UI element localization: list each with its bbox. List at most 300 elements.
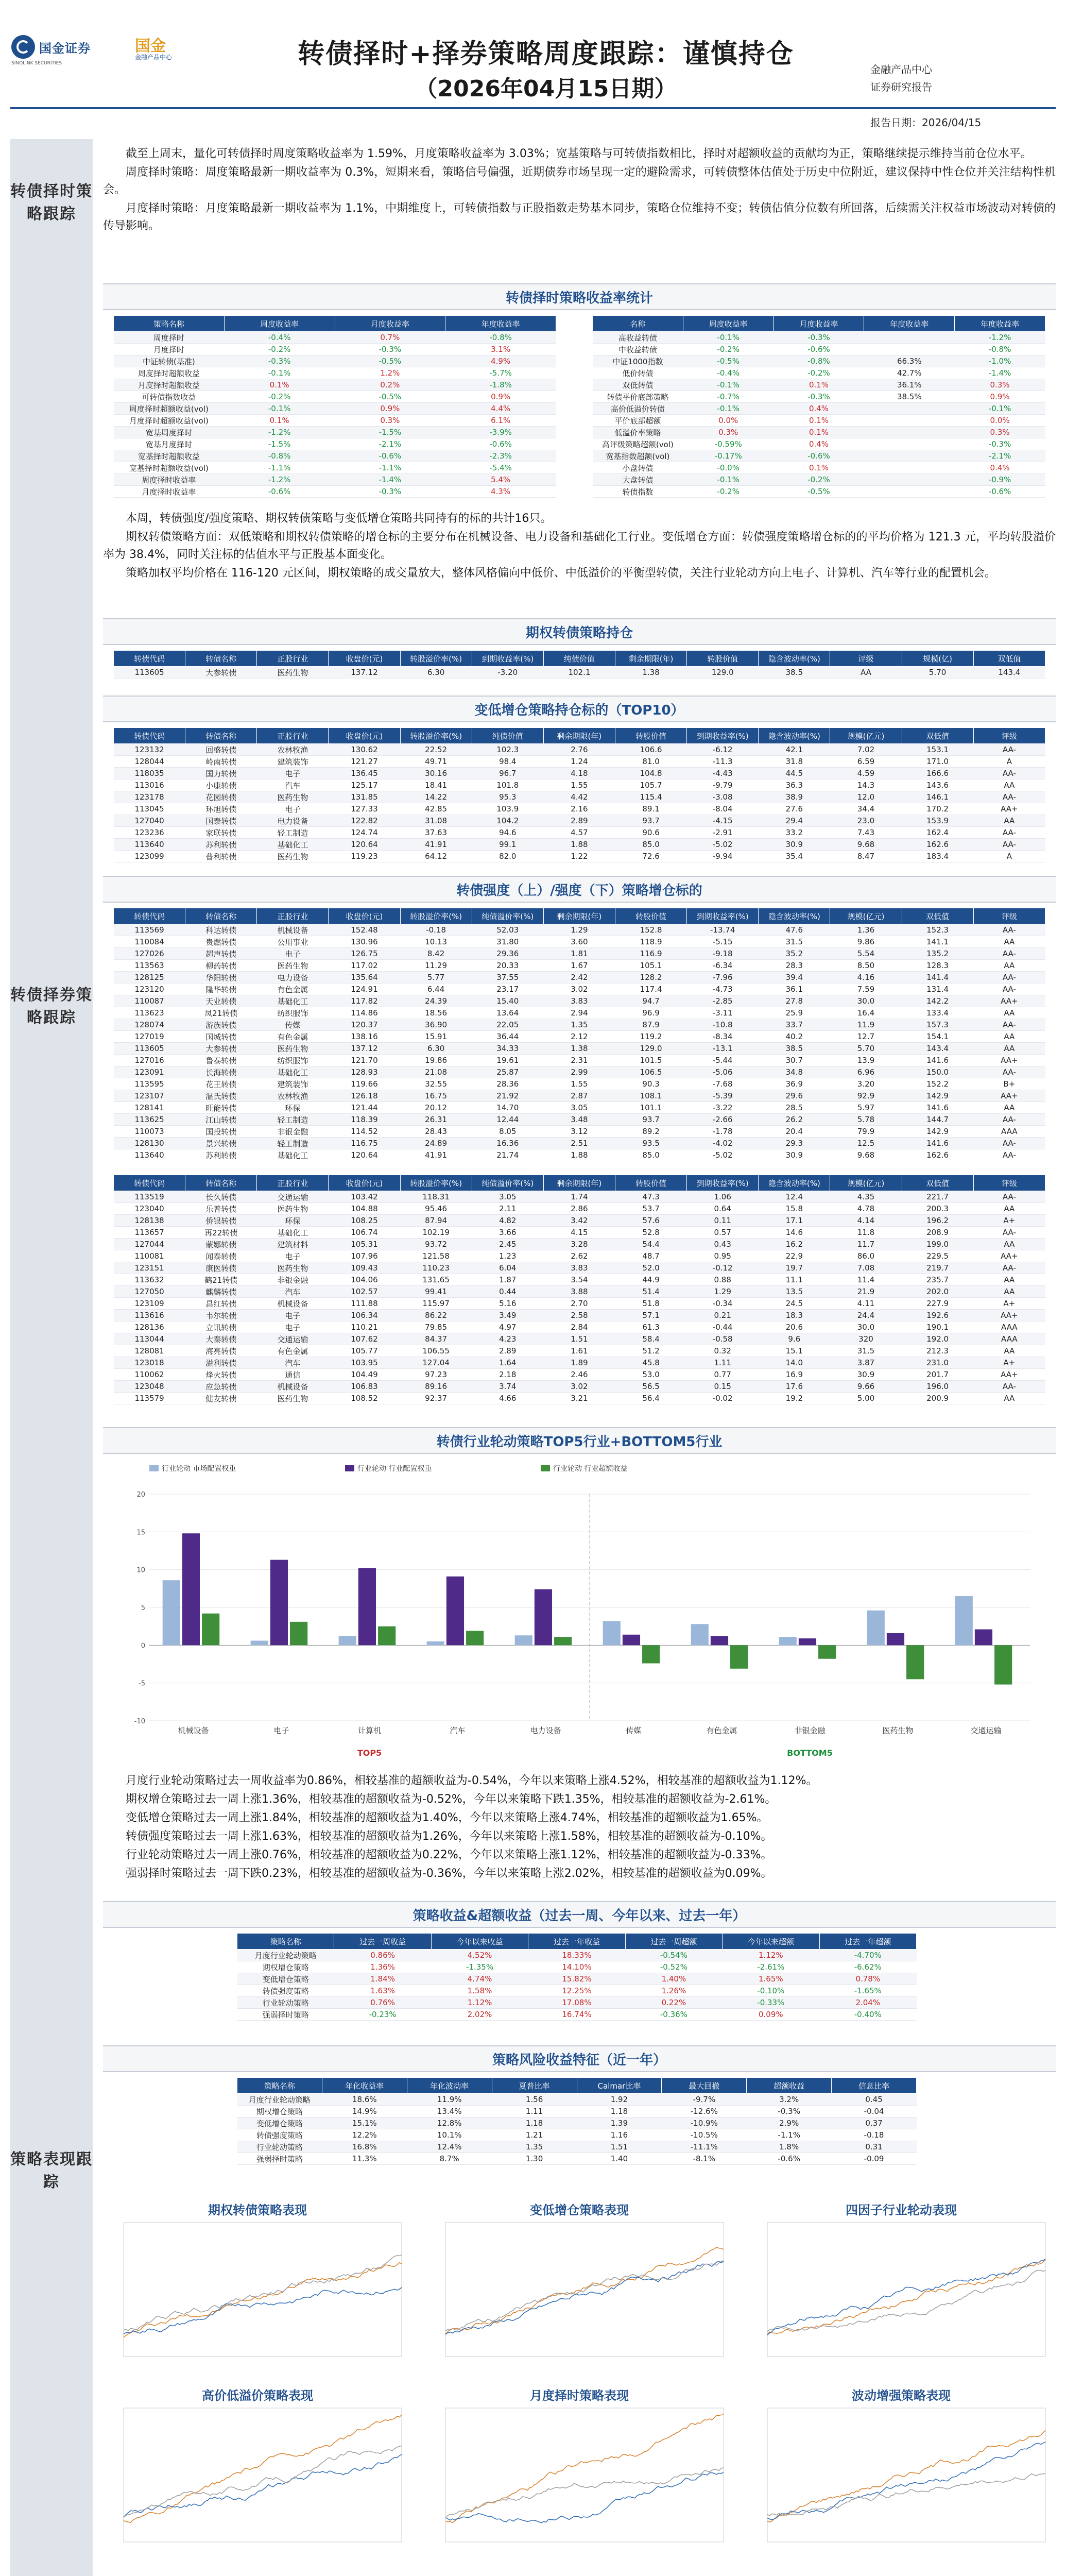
table-cell: 16.74% <box>528 2009 625 2021</box>
column-header: 正股行业 <box>257 651 329 667</box>
table-cell: 月度择时收益率 <box>114 486 225 498</box>
table-cell: 99.1 <box>472 839 543 851</box>
table-cell: 19.86 <box>400 1055 472 1066</box>
table-cell: 0.9% <box>955 391 1045 403</box>
table-cell: 123236 <box>114 827 185 839</box>
table-cell: 基础化工 <box>257 1066 329 1078</box>
plot-frame <box>124 2408 402 2542</box>
table-row <box>114 1007 1045 1019</box>
table-row <box>114 1191 1045 1203</box>
table-cell: 221.7 <box>902 1191 973 1203</box>
table-row <box>114 1274 1045 1286</box>
table-cell: -9.79 <box>687 779 759 791</box>
table-cell: 电子 <box>257 1310 329 1321</box>
table-row <box>114 1078 1045 1090</box>
table-cell: AA+ <box>973 1310 1045 1321</box>
table-cell: AA- <box>973 948 1045 960</box>
table-cell: 22.52 <box>400 744 472 756</box>
table-cell: 118.9 <box>615 936 686 948</box>
table-cell: -0.9% <box>955 474 1045 486</box>
table-cell: 51.2 <box>615 1345 686 1357</box>
report-subtitle: （2026年04月15日期） <box>415 76 677 102</box>
table-row <box>593 391 1045 403</box>
section-timing-stats-title: 转债择时策略收益率统计 <box>505 291 653 306</box>
table-cell: -0.1% <box>224 367 335 379</box>
report-title: 转债择时+择券策略周度跟踪：谨慎持仓 <box>298 39 794 70</box>
table-cell: 低价转债 <box>593 367 683 379</box>
table-row <box>593 367 1045 379</box>
intro-p2: 周度择时策略：周度策略最新一期收益率为 0.3%，短期来看，策略信号偏强，近期债券市场呈现一定的避险需求，可转债整体估值处于历史中位附近，建议保持中性仓位并关注结构性机会。 <box>103 166 1056 196</box>
table-cell: 117.82 <box>329 995 400 1007</box>
table-cell: 113579 <box>114 1393 185 1404</box>
table-cell: AA <box>973 815 1045 827</box>
table-cell: 1.36 <box>830 924 902 936</box>
table-cell: 127016 <box>114 1055 185 1066</box>
table-cell: 长久转债 <box>185 1191 257 1203</box>
table-cell: 128138 <box>114 1215 185 1227</box>
bar-mark <box>691 1624 709 1645</box>
table-cell: 128.2 <box>615 972 686 984</box>
table-cell: -0.8% <box>955 344 1045 355</box>
table-cell: 130.62 <box>329 744 400 756</box>
series-line <box>124 2415 402 2522</box>
table-cell: 基础化工 <box>257 839 329 851</box>
table-cell: 123120 <box>114 984 185 995</box>
table-cell: 2.58 <box>543 1310 615 1321</box>
table-cell: 建筑装饰 <box>257 1078 329 1090</box>
table-cell: 23.0 <box>830 815 902 827</box>
table-cell: 基础化工 <box>257 1227 329 1239</box>
table-cell: 49.71 <box>400 756 472 768</box>
table-cell: 2.18 <box>472 1369 543 1381</box>
table-cell: 建筑装饰 <box>257 756 329 768</box>
table-cell: AA <box>973 1239 1045 1250</box>
table-cell <box>864 438 955 450</box>
table-cell: 56.4 <box>615 1393 686 1404</box>
table-cell: 1.16 <box>577 2129 662 2141</box>
table-cell: 199.0 <box>902 1239 973 1250</box>
table-cell: 0.77 <box>687 1369 759 1381</box>
table-cell: 4.35 <box>830 1191 902 1203</box>
table-row <box>114 1114 1045 1126</box>
table-cell: -0.3% <box>773 332 864 344</box>
table-cell: 医药生物 <box>257 791 329 803</box>
table-cell: 6.96 <box>830 1066 902 1078</box>
y-tick-label: 15 <box>136 1529 145 1537</box>
table-cell: 31.8 <box>759 756 830 768</box>
table-cell: 17.1 <box>759 1215 830 1227</box>
table-cell: 87.9 <box>615 1019 686 1031</box>
table-cell: -6.62% <box>819 1961 916 1973</box>
table-row <box>114 1321 1045 1333</box>
column-header: 转债名称 <box>185 908 257 924</box>
table-cell: 农林牧渔 <box>257 1090 329 1102</box>
table-cell: -0.40% <box>819 2009 916 2021</box>
table-row <box>114 851 1045 862</box>
table-cell: 0.2% <box>335 379 445 391</box>
table-cell: 通信 <box>257 1369 329 1381</box>
table-cell: AA- <box>973 839 1045 851</box>
table-cell: -9.94 <box>687 851 759 862</box>
table-cell: 190.1 <box>902 1321 973 1333</box>
table-cell: 24.39 <box>400 995 472 1007</box>
table-cell: 106.6 <box>615 744 686 756</box>
table-cell: AA+ <box>973 1090 1045 1102</box>
table-cell: 127040 <box>114 815 185 827</box>
table-cell: 3.74 <box>472 1381 543 1393</box>
table-cell: 0.4% <box>773 438 864 450</box>
table-cell: -0.6% <box>773 450 864 462</box>
dept-line-2: 证券研究报告 <box>870 81 932 93</box>
qb-top10-table <box>113 727 1045 862</box>
section-qb-top10 <box>103 696 1056 722</box>
table-cell: 30.7 <box>759 1055 830 1066</box>
table-cell: -0.34 <box>687 1298 759 1310</box>
line-chart-svg <box>747 2405 1056 2560</box>
table-cell: 113563 <box>114 960 185 972</box>
table-row <box>593 344 1045 355</box>
table-cell: 29.6 <box>759 1090 830 1102</box>
table-cell: 16.2 <box>759 1239 830 1250</box>
table-cell: -1.1% <box>335 462 445 474</box>
table-cell: 8.42 <box>400 948 472 960</box>
table-row <box>114 667 1045 679</box>
table-cell: -5.4% <box>445 462 556 474</box>
table-cell: 0.0% <box>683 415 773 427</box>
table-cell: 15.91 <box>400 1031 472 1043</box>
bar-mark <box>446 1577 464 1645</box>
table-cell: 33.2 <box>759 827 830 839</box>
table-cell: 28.43 <box>400 1126 472 1138</box>
table-cell: 岭南转债 <box>185 756 257 768</box>
table-row <box>593 486 1045 498</box>
y-tick-label: 5 <box>141 1604 145 1612</box>
table-cell: 机械设备 <box>257 1298 329 1310</box>
table-cell: 大参转债 <box>185 667 257 679</box>
plot-frame <box>445 2408 724 2542</box>
series-line <box>445 2415 724 2523</box>
table-cell: B+ <box>973 1078 1045 1090</box>
perf-p5: 行业轮动策略过去一周上涨0.76%，相较基准的超额收益为0.22%，今年以来策略上涨1.12%，相较基准的超额收益为-0.33%。 <box>126 1849 772 1861</box>
table-cell: 1.30 <box>492 2153 577 2165</box>
column-header: 超额收益 <box>747 2078 832 2094</box>
table-cell: 周度择时收益率 <box>114 474 225 486</box>
column-header: 周度收益率 <box>683 316 773 332</box>
table-cell: 22.9 <box>759 1250 830 1262</box>
table-cell: -0.1% <box>224 403 335 415</box>
table-cell: 10.1% <box>407 2129 492 2141</box>
table-row <box>593 379 1045 391</box>
table-row <box>114 960 1045 972</box>
table-cell: -0.59% <box>683 438 773 450</box>
table-cell: 150.0 <box>902 1066 973 1078</box>
plot-frame <box>445 2223 724 2357</box>
table-cell: 85.0 <box>615 1149 686 1161</box>
table-cell: -5.7% <box>445 367 556 379</box>
table-cell: 162.6 <box>902 839 973 851</box>
table-cell: 6.59 <box>830 756 902 768</box>
table-cell: -1.4% <box>955 367 1045 379</box>
table-cell: 113657 <box>114 1227 185 1239</box>
table-header-row <box>593 316 1045 332</box>
table-cell: 30.16 <box>400 768 472 779</box>
table-cell: 92.37 <box>400 1393 472 1404</box>
table-cell: 29.36 <box>472 948 543 960</box>
table-cell: 4.11 <box>830 1298 902 1310</box>
table-cell: 0.31 <box>832 2141 917 2153</box>
line-chart-svg <box>425 2219 734 2374</box>
table-row <box>114 984 1045 995</box>
table-cell: 98.4 <box>472 756 543 768</box>
table-cell: -0.1% <box>683 403 773 415</box>
table-cell: -1.4% <box>335 474 445 486</box>
table-cell: 153.1 <box>902 744 973 756</box>
column-header: 转债代码 <box>114 908 185 924</box>
table-cell: 97.23 <box>400 1369 472 1381</box>
table-cell: AA+ <box>973 1055 1045 1066</box>
table-cell: 143.4 <box>902 1043 973 1055</box>
table-cell: 196.2 <box>902 1215 973 1227</box>
table-cell: -4.43 <box>687 768 759 779</box>
table-cell: 2.04% <box>819 1997 916 2009</box>
table-cell: 0.1% <box>773 415 864 427</box>
table-cell: 双低转债 <box>593 379 683 391</box>
table-cell: 21.08 <box>400 1066 472 1078</box>
table-cell: 5.70 <box>902 667 973 679</box>
table-cell: 117.4 <box>615 984 686 995</box>
performance-paragraph <box>103 1772 1056 1884</box>
table-cell: 127019 <box>114 1031 185 1043</box>
line-chart-panel <box>425 2385 734 2561</box>
table-cell: 105.1 <box>615 960 686 972</box>
table-row <box>114 791 1045 803</box>
table-cell: 72.6 <box>615 851 686 862</box>
table-cell: 医药生物 <box>257 1262 329 1274</box>
table-cell: -0.3% <box>955 438 1045 450</box>
table-cell: 闻泰转债 <box>185 1250 257 1262</box>
column-header: 过去一年超额 <box>819 1934 916 1950</box>
column-header: 剩余期限(年) <box>543 1175 615 1191</box>
table-cell: 152.8 <box>615 924 686 936</box>
table-cell: 0.95 <box>687 1250 759 1262</box>
table-cell: 2.86 <box>543 1203 615 1215</box>
table-cell: 17.6 <box>759 1381 830 1393</box>
table-cell: 小盘转债 <box>593 462 683 474</box>
table-cell: 30.9 <box>830 1369 902 1381</box>
table-cell: 12.0 <box>830 791 902 803</box>
y-tick-label: -10 <box>134 1718 145 1725</box>
table-cell: 35.2 <box>759 948 830 960</box>
bar-mark <box>251 1641 268 1646</box>
table-cell: 170.2 <box>902 803 973 815</box>
table-cell: -2.61% <box>723 1961 819 1973</box>
x-tick-label: 有色金属 <box>706 1726 737 1735</box>
table-row <box>114 1102 1045 1114</box>
table-cell: 小康转债 <box>185 779 257 791</box>
table-cell: 113623 <box>114 1007 185 1019</box>
column-header: 转债名称 <box>185 1175 257 1191</box>
table-cell: 11.9% <box>407 2094 492 2106</box>
table-cell: 166.6 <box>902 768 973 779</box>
table-cell: 11.7 <box>830 1239 902 1250</box>
table-cell: 3.1% <box>445 344 556 355</box>
table-cell: 92.9 <box>830 1090 902 1102</box>
table-cell: 麒麟转债 <box>185 1286 257 1298</box>
table-cell: 110087 <box>114 995 185 1007</box>
table-cell: 国力转债 <box>185 768 257 779</box>
table-cell: 凤21转债 <box>185 1007 257 1019</box>
table-cell: 124.91 <box>329 984 400 995</box>
x-tick-label: 非银金融 <box>794 1726 826 1735</box>
table-cell: 118.39 <box>329 1114 400 1126</box>
section-qb-top10-title: 变低增仓策略持仓标的（TOP10） <box>474 703 684 718</box>
table-cell: 4.9% <box>445 355 556 367</box>
table-row <box>114 355 556 367</box>
line-chart-panel <box>747 2385 1056 2561</box>
table-cell: 5.16 <box>472 1298 543 1310</box>
perf-p6: 强弱择时策略过去一周下跌0.23%，相较基准的超额收益为-0.36%，今年以来策略上涨2.02%，相较基准的超额收益为0.09%。 <box>126 1867 772 1880</box>
table-cell: 0.21 <box>687 1310 759 1321</box>
column-header: 今年以来收益 <box>431 1934 528 1950</box>
table-cell: 143.4 <box>973 667 1045 679</box>
table-cell: 9.68 <box>830 839 902 851</box>
table-cell: 5.70 <box>830 1043 902 1055</box>
table-cell: 128.3 <box>902 960 973 972</box>
bar-mark <box>535 1589 552 1646</box>
table-cell: -0.5% <box>335 355 445 367</box>
table-cell: 126.75 <box>329 948 400 960</box>
table-cell: 轻工制造 <box>257 1114 329 1126</box>
table-cell: -5.44 <box>687 1055 759 1066</box>
table-cell: -3.11 <box>687 1007 759 1019</box>
table-cell: AA- <box>973 1066 1045 1078</box>
table-cell <box>864 415 955 427</box>
table-cell: 1.2% <box>335 367 445 379</box>
bar-mark <box>955 1596 973 1645</box>
column-header: 双低值 <box>902 1175 973 1191</box>
bar-mark <box>515 1635 532 1645</box>
table-cell: 0.3% <box>683 427 773 438</box>
line-chart-panel <box>747 2200 1056 2375</box>
table-cell: 121.58 <box>400 1250 472 1262</box>
table-cell: 1.36% <box>334 1961 431 1973</box>
industry-chart <box>113 1458 1045 1767</box>
ranking-bottom-table <box>113 1175 1045 1404</box>
table-cell: 5.4% <box>445 474 556 486</box>
table-row <box>593 427 1045 438</box>
table-cell: 16.8% <box>322 2141 407 2153</box>
table-cell: 0.37 <box>832 2117 917 2129</box>
table-cell: 1.39 <box>577 2117 662 2129</box>
table-cell: 9.86 <box>830 936 902 948</box>
table-cell: 128130 <box>114 1138 185 1149</box>
table-cell: 114.52 <box>329 1126 400 1138</box>
table-cell: 1.35 <box>492 2141 577 2153</box>
table-cell: 1.87 <box>472 1274 543 1286</box>
table-cell: -0.6% <box>224 486 335 498</box>
table-cell: -0.2% <box>683 344 773 355</box>
table-cell: 2.89 <box>543 815 615 827</box>
table-cell: 113595 <box>114 1078 185 1090</box>
table-cell: 108.52 <box>329 1393 400 1404</box>
table-cell: 229.5 <box>902 1250 973 1262</box>
table-cell: 33.7 <box>759 1019 830 1031</box>
table-cell: -10.5% <box>662 2129 747 2141</box>
table-cell: 96.7 <box>472 768 543 779</box>
table-cell: 128141 <box>114 1102 185 1114</box>
table-cell: 0.09% <box>723 2009 819 2021</box>
table-cell: 2.87 <box>543 1090 615 1102</box>
table-row <box>114 427 556 438</box>
table-cell: 116.75 <box>329 1138 400 1149</box>
table-cell: AA+ <box>973 1369 1045 1381</box>
table-cell: 1.64 <box>472 1357 543 1369</box>
table-cell: 1.24 <box>543 756 615 768</box>
series-line <box>124 2287 402 2334</box>
x-tick-label: 计算机 <box>357 1726 382 1735</box>
column-header: 剩余期限(年) <box>543 908 615 924</box>
selection-p2: 期权转债策略方面：双低策略和期权转债策略的增仓标的主要分布在机械设备、电力设备和基础化工行业。变低增仓方面：转债强度策略增仓标的的平均价格为 121.3 元，平均转股溢价率为 38.4%，同时关注标的估值水平与正股基本面变化。 <box>103 531 1056 561</box>
table-cell: 转债指数 <box>593 486 683 498</box>
table-row <box>114 1149 1045 1161</box>
table-cell: 0.86% <box>334 1950 431 1961</box>
table-cell: 4.3% <box>445 486 556 498</box>
table-cell: 强弱择时策略 <box>237 2153 322 2165</box>
table-row <box>237 2106 917 2117</box>
column-header: 转股价值 <box>615 1175 686 1191</box>
table-cell: 有色金属 <box>257 1345 329 1357</box>
table-cell: AAA <box>973 1126 1045 1138</box>
column-header: 收盘价(元) <box>329 728 400 744</box>
top5-label: TOP5 <box>357 1748 382 1758</box>
table-cell: 6.30 <box>400 667 472 679</box>
table-cell: -3.9% <box>445 427 556 438</box>
table-cell: 106.5 <box>615 1066 686 1078</box>
table-cell: 110.23 <box>400 1262 472 1274</box>
series-line <box>445 2472 724 2523</box>
table-row <box>114 391 556 403</box>
table-cell: 94.6 <box>472 827 543 839</box>
table-cell: 1.35 <box>543 1019 615 1031</box>
table-cell: 医药生物 <box>257 851 329 862</box>
table-cell: -3.22 <box>687 1102 759 1114</box>
table-cell: 0.64 <box>687 1203 759 1215</box>
table-cell: 3.42 <box>543 1215 615 1227</box>
table-cell: 国投转债 <box>185 1126 257 1138</box>
table-row <box>114 438 556 450</box>
table-cell: 医药生物 <box>257 1203 329 1215</box>
table-cell: 电力设备 <box>257 815 329 827</box>
table-cell <box>864 474 955 486</box>
table-header-row <box>114 728 1045 744</box>
column-header: 转股溢价率(%) <box>400 908 472 924</box>
column-header: 转债代码 <box>114 651 185 667</box>
table-cell: -0.23% <box>334 2009 431 2021</box>
table-cell: 3.21 <box>543 1393 615 1404</box>
table-cell: 6.04 <box>472 1262 543 1274</box>
column-header: 到期收益率(%) <box>687 908 759 924</box>
table-cell: 58.4 <box>615 1333 686 1345</box>
table-cell: -4.70% <box>819 1950 916 1961</box>
table-cell: 103.95 <box>329 1357 400 1369</box>
table-cell: 135.2 <box>902 948 973 960</box>
line-chart-svg <box>425 2405 734 2560</box>
table-cell: 127026 <box>114 948 185 960</box>
table-cell: 26.31 <box>400 1114 472 1126</box>
table-cell: -5.02 <box>687 1149 759 1161</box>
table-cell: 123099 <box>114 851 185 862</box>
table-cell: 4.82 <box>472 1215 543 1227</box>
